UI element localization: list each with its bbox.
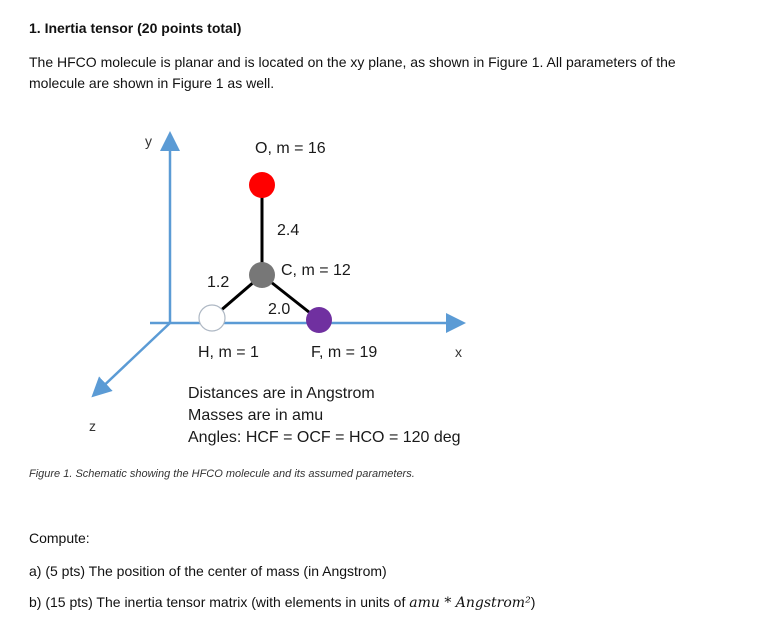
hydrogen-label: H, m = 1: [198, 344, 259, 361]
compute-label: Compute:: [29, 530, 90, 546]
problem-heading: 1. Inertia tensor (20 points total): [29, 20, 242, 36]
bond-co-length: 2.4: [277, 222, 300, 239]
question-b: [29, 594, 535, 611]
question-a: a) (5 pts) The position of the center of mass (in Angstrom): [29, 563, 387, 579]
note-angles: Angles: HCF = OCF = HCO = 120 deg: [188, 429, 461, 446]
x-axis-label: x: [455, 344, 462, 360]
atom-carbon: [249, 262, 275, 288]
bond-ch-length: 1.2: [207, 274, 230, 291]
z-axis: [95, 323, 170, 394]
note-masses: Masses are in amu: [188, 407, 324, 424]
problem-intro: The HFCO molecule is planar and is located on the xy plane, as shown in Figure 1. All parameters of the molecule are shown in Figure 1 as well.: [29, 54, 676, 91]
bond-cf-length: 2.0: [268, 301, 291, 318]
carbon-label: C, m = 12: [281, 262, 351, 279]
oxygen-label: O, m = 16: [255, 140, 326, 157]
question-b-prefix: b) (15 pts) The inertia tensor matrix (with elements in units of: [29, 594, 410, 610]
atom-fluorine: [306, 307, 332, 333]
y-axis-label: y: [145, 133, 152, 149]
atom-oxygen: [249, 172, 275, 198]
atom-hydrogen: [199, 305, 225, 331]
z-axis-label: z: [89, 418, 96, 434]
fluorine-label: F, m = 19: [311, 344, 378, 361]
note-distances: Distances are in Angstrom: [188, 385, 375, 402]
figure-caption: Figure 1. Schematic showing the HFCO molecule and its assumed parameters.: [29, 468, 415, 480]
question-b-suffix: ): [530, 594, 536, 610]
question-b-units: amu * Angstrom²: [409, 595, 531, 611]
